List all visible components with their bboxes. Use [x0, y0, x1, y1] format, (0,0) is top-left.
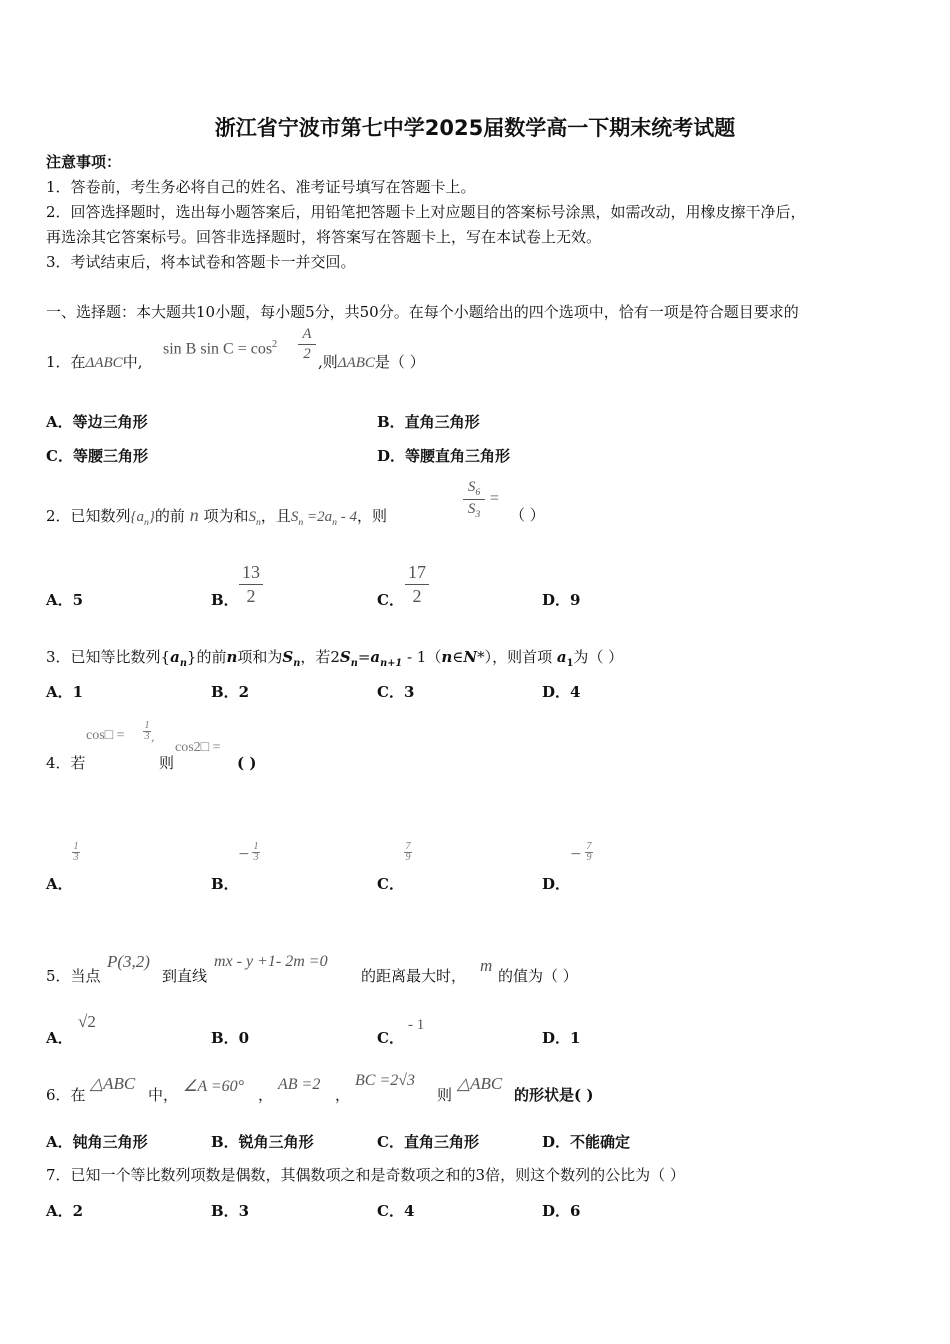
q4-d-den: 9: [586, 852, 592, 863]
q4-option-a-fraction: [72, 842, 80, 863]
q1-tail: [318, 352, 425, 373]
question-1: [46, 352, 142, 373]
q5-option-a[interactable]: A．: [46, 1029, 73, 1047]
q3-a-sub: n: [179, 658, 187, 669]
q3-t-a: 3．已知等比数列{: [46, 648, 171, 666]
q2-seq: {a: [130, 509, 145, 525]
q1-number: 1．在: [46, 353, 86, 371]
q5-option-c[interactable]: C．: [377, 1029, 404, 1047]
q1-equation: [163, 339, 277, 358]
q4-condition: cos□ =: [86, 728, 125, 743]
q7-option-a[interactable]: A．2: [46, 1202, 84, 1220]
q2-paren: （ ）: [510, 506, 545, 524]
q3-n: n: [226, 648, 238, 666]
q5-t3: 的值为（ ）: [498, 967, 578, 985]
q2-t1: 的前: [154, 507, 185, 525]
q3-a1-sub: 1: [566, 658, 574, 669]
q1-option-a[interactable]: A．等边三角形: [46, 413, 148, 431]
q5-option-c-value: - 1: [408, 1017, 425, 1033]
q3-t-b: }的前: [186, 648, 227, 666]
q5-t1: 到直线: [162, 967, 208, 985]
q4-option-c[interactable]: C．: [377, 875, 404, 893]
q3-t-h: *），则首项: [477, 648, 557, 666]
q4-option-d-fraction: [585, 842, 593, 863]
q6-angle: ∠A =60°: [183, 1078, 245, 1095]
question-2: [46, 505, 387, 533]
q2-fraction: [463, 479, 485, 520]
q1-option-c[interactable]: C．等腰三角形: [46, 447, 148, 465]
q3-t-d: ，若2: [300, 648, 340, 666]
q1-fraction: [298, 326, 316, 363]
question-3: [46, 647, 623, 674]
q4-option-b[interactable]: B．: [211, 875, 239, 893]
q1-tail1: ,则: [318, 353, 338, 371]
q6-comma-2: ，: [335, 1086, 351, 1104]
q2-c-den: 2: [412, 586, 422, 606]
q6-t2: 则: [437, 1086, 453, 1104]
q2-option-a[interactable]: A．5: [46, 591, 84, 609]
q4-condition-comma: ,: [151, 730, 155, 744]
q3-option-d[interactable]: D．4: [542, 683, 581, 701]
q4-paren: ( ): [237, 754, 257, 772]
q4-ask: cos2□ =: [175, 740, 221, 755]
q4-number: 4．若: [46, 754, 86, 772]
notice-item-2-cont: 再选涂其它答案标号。回答非选择题时，将答案写在答题卡上，写在本试卷上无效。: [46, 228, 602, 246]
q6-triangle-2: △ABC: [457, 1074, 503, 1093]
q4-condition-fraction: [143, 721, 151, 742]
q1-option-d[interactable]: D．等腰直角三角形: [377, 447, 511, 465]
q1-tail2: 是（ ）: [374, 353, 425, 371]
q4-b-den: 3: [253, 852, 259, 863]
q2-option-b-fraction: [239, 562, 263, 607]
q6-ab: AB =2: [278, 1076, 321, 1093]
q1-triangle: ΔABC: [85, 355, 123, 371]
q4-c-num: 7: [405, 841, 411, 852]
q2-eq-sub: n: [298, 517, 304, 528]
q2-number: 2．已知数列: [46, 507, 131, 525]
q7-option-c[interactable]: C．4: [377, 1202, 415, 1220]
notice-item-2: 2．回答选择题时，选出每小题答案后，用铅笔把答题卡上对应题目的答案标号涂黑，如需改动，用橡皮擦干净后，: [46, 203, 806, 221]
q4-option-d[interactable]: D．: [542, 875, 571, 893]
q4-then: 则: [159, 754, 175, 772]
q2-option-c[interactable]: C．: [377, 591, 404, 609]
q2-seq-sub: n: [144, 517, 149, 528]
q3-a2-sub: n+1: [380, 658, 403, 669]
q1-option-b[interactable]: B．直角三角形: [377, 413, 480, 431]
q3-option-a[interactable]: A．1: [46, 683, 84, 701]
q6-option-b[interactable]: B．锐角三角形: [211, 1133, 314, 1151]
q2-t4: ，则: [357, 507, 388, 525]
q2-b-num: 13: [242, 562, 260, 582]
q5-option-d[interactable]: D．1: [542, 1029, 581, 1047]
q2-sequence: [130, 509, 155, 528]
q3-N: N: [463, 648, 478, 666]
q2-eq-end: - 4: [337, 509, 358, 525]
q4-option-b-sign: −: [238, 846, 250, 862]
q2-S-sub: n: [256, 517, 261, 528]
q2-frac-den-sub: 3: [475, 509, 481, 520]
q1-triangle-2: ΔABC: [337, 355, 375, 371]
q6-bc: BC =2√3: [355, 1072, 416, 1089]
q3-t-c: 项和为: [237, 648, 283, 666]
q6-number: 6．在: [46, 1086, 86, 1104]
q3-t-e: =: [357, 648, 371, 666]
q4-option-a[interactable]: A．: [46, 875, 73, 893]
q4-option-b-fraction: [252, 842, 260, 863]
fraction-bar: [463, 499, 485, 500]
q2-frac-num: [463, 479, 485, 498]
q2-equals: =: [490, 490, 500, 507]
q4-option-c-fraction: [404, 842, 412, 863]
q6-option-a[interactable]: A．钝角三角形: [46, 1133, 148, 1151]
q4-c-den: 9: [405, 852, 411, 863]
section-heading: 一、选择题：本大题共10小题，每小题5分，共50分。在每个小题给出的四个选项中，恰有一项是符合题目要求的: [46, 303, 799, 321]
fraction-bar: [405, 584, 429, 585]
q2-S: [248, 509, 261, 528]
q3-a: a: [170, 648, 180, 666]
notice-heading: 注意事项：: [46, 153, 122, 171]
q4-d-num: 7: [586, 841, 592, 852]
notice-item-1: 1．答卷前，考生务必将自己的姓名、准考证号填写在答题卡上。: [46, 178, 476, 196]
q3-n2: n: [441, 648, 453, 666]
q4-a-den: 3: [73, 852, 79, 863]
q3-t-i: 为（ ）: [573, 648, 624, 666]
q4-cond-den: 3: [144, 731, 150, 742]
q3-a2: a: [370, 648, 381, 666]
q3-S: S: [282, 648, 294, 666]
q2-b-den: 2: [246, 586, 256, 606]
q2-option-d[interactable]: D．9: [542, 591, 581, 609]
q7-option-b[interactable]: B．3: [211, 1202, 250, 1220]
q3-option-c[interactable]: C．3: [377, 683, 415, 701]
q4-a-num: 1: [73, 841, 79, 852]
q2-frac-den-letter: S: [467, 501, 476, 517]
q6-t3: 的形状是( ): [514, 1086, 594, 1104]
q5-option-b[interactable]: B．0: [211, 1029, 250, 1047]
q6-triangle: △ABC: [90, 1074, 136, 1093]
q3-a1: a: [556, 648, 567, 666]
q3-S2: S: [339, 648, 351, 666]
q5-t2: 的距离最大时，: [361, 967, 467, 985]
q2-n: n: [189, 505, 199, 525]
fraction-bar: [298, 344, 316, 345]
q2-S-letter: S: [248, 509, 257, 525]
q2-eq: S: [290, 509, 299, 525]
fraction-bar: [239, 584, 263, 585]
q1-frac-num: A: [302, 326, 312, 342]
question-7: 7．已知一个等比数列项数是偶数，其偶数项之和是奇数项之和的3倍，则这个数列的公比为（ ）: [46, 1166, 685, 1184]
q1-exp: 2: [272, 339, 278, 350]
q3-t-g: ∈: [452, 648, 464, 666]
notice-item-3: 3．考试结束后，将本试卷和答题卡一并交回。: [46, 253, 356, 271]
q1-frac-den: 2: [303, 346, 311, 362]
q6-option-c[interactable]: C．直角三角形: [377, 1133, 479, 1151]
q4-b-num: 1: [253, 841, 259, 852]
q5-option-a-value: √2: [78, 1012, 96, 1031]
q3-S-sub: n: [293, 658, 301, 669]
q3-option-b[interactable]: B．2: [211, 683, 250, 701]
q2-t3: ，且: [260, 507, 291, 525]
q2-frac-num-letter: S: [467, 479, 476, 495]
q2-equation: [290, 509, 358, 528]
q2-frac-den: [463, 501, 485, 520]
q5-point: P(3,2): [107, 952, 150, 971]
q2-option-c-fraction: [405, 562, 429, 607]
q4-option-d-sign: −: [570, 846, 582, 862]
q3-S2-sub: n: [350, 658, 358, 669]
q6-comma-1: ，: [258, 1086, 274, 1104]
q2-frac-num-sub: 6: [475, 487, 481, 498]
q2-option-b[interactable]: B．: [211, 591, 239, 609]
q2-eq-sub2: n: [332, 517, 338, 528]
q1-expr: sin B sin C = cos: [163, 340, 273, 358]
q4-cond-num: 1: [144, 720, 150, 731]
q5-number: 5．当点: [46, 967, 101, 985]
q5-m: m: [480, 956, 493, 975]
q7-option-d[interactable]: D．6: [542, 1202, 581, 1220]
q2-seq-close: }: [148, 509, 155, 525]
q2-t2: 项为和: [203, 507, 249, 525]
q3-t-f: - 1（: [402, 648, 442, 666]
q6-option-d[interactable]: D．不能确定: [542, 1133, 631, 1151]
q5-line: mx - y +1- 2m =0: [214, 953, 328, 970]
q2-c-num: 17: [408, 562, 426, 582]
q6-t1: 中，: [148, 1086, 179, 1104]
q2-eq-rest: =2a: [303, 509, 333, 525]
q1-text: 中,: [122, 353, 143, 371]
page-title: 浙江省宁波市第七中学2025届数学高一下期末统考试题: [214, 116, 736, 140]
